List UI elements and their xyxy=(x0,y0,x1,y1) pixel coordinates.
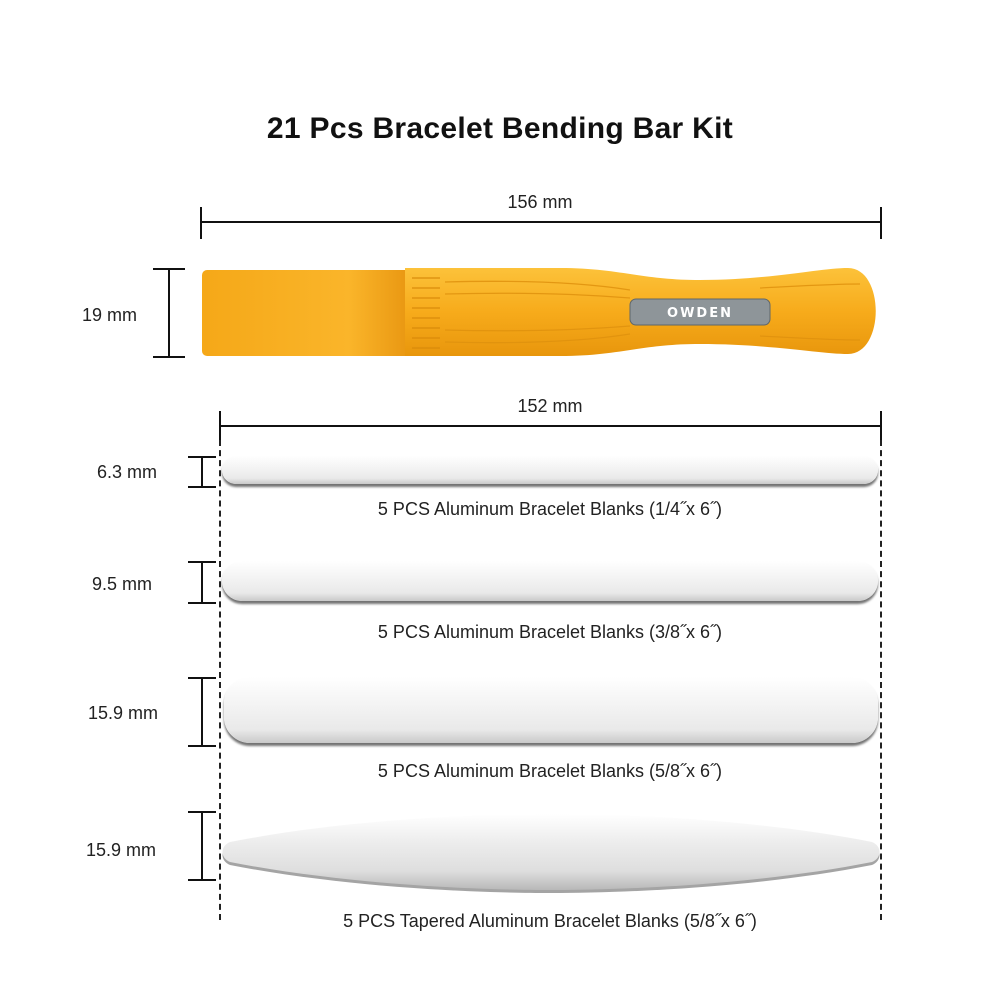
blanks-guide-right xyxy=(880,440,882,920)
bar-height-label: 19 mm xyxy=(82,305,138,325)
blank-caption: 5 PCS Tapered Aluminum Bracelet Blanks (5/8˝x 6˝) xyxy=(343,911,757,931)
bar-length-line xyxy=(200,221,882,223)
blank-caption: 5 PCS Aluminum Bracelet Blanks (1/4˝x 6˝) xyxy=(377,499,723,519)
brand-plate-text: OWDEN xyxy=(667,306,733,321)
blank-width-tick-bottom xyxy=(188,602,216,604)
blank-width-tick-top xyxy=(188,456,216,458)
blank-width-line xyxy=(201,678,203,746)
aluminum-blank-three-eighths-inch xyxy=(222,561,878,601)
blank-caption: 5 PCS Aluminum Bracelet Blanks (3/8˝x 6˝) xyxy=(377,622,723,642)
blank-width-tick-top xyxy=(188,677,216,679)
bar-length-tick-right xyxy=(880,207,882,239)
blanks-length-label: 152 mm xyxy=(517,396,583,416)
bar-length-tick-left xyxy=(200,207,202,239)
blanks-length-tick-right xyxy=(880,411,882,441)
blank-width-line xyxy=(201,457,203,487)
blank-width-label: 15.9 mm xyxy=(86,840,157,860)
blank-width-tick-bottom xyxy=(188,879,216,881)
tapered-aluminum-blank xyxy=(222,812,880,892)
blank-width-tick-bottom xyxy=(188,486,216,488)
bending-bar-image xyxy=(200,262,882,362)
aluminum-blank-five-eighths-inch xyxy=(224,677,878,743)
blank-width-tick-top xyxy=(188,811,216,813)
bar-height-line xyxy=(168,268,170,358)
bar-height-tick-top xyxy=(153,268,185,270)
blank-width-label: 9.5 mm xyxy=(92,574,153,594)
blank-width-label: 6.3 mm xyxy=(97,462,158,482)
blank-width-line xyxy=(201,812,203,880)
blank-width-tick-top xyxy=(188,561,216,563)
blanks-length-tick-left xyxy=(219,411,221,441)
page-title: 21 Pcs Bracelet Bending Bar Kit xyxy=(266,112,734,145)
blank-caption: 5 PCS Aluminum Bracelet Blanks (5/8˝x 6˝) xyxy=(377,761,723,781)
aluminum-blank-quarter-inch xyxy=(222,456,878,484)
bar-length-label: 156 mm xyxy=(507,192,573,212)
blank-width-tick-bottom xyxy=(188,745,216,747)
bar-height-tick-bottom xyxy=(153,356,185,358)
blank-width-line xyxy=(201,562,203,603)
blanks-length-line xyxy=(220,425,882,427)
blank-width-label: 15.9 mm xyxy=(88,703,159,723)
